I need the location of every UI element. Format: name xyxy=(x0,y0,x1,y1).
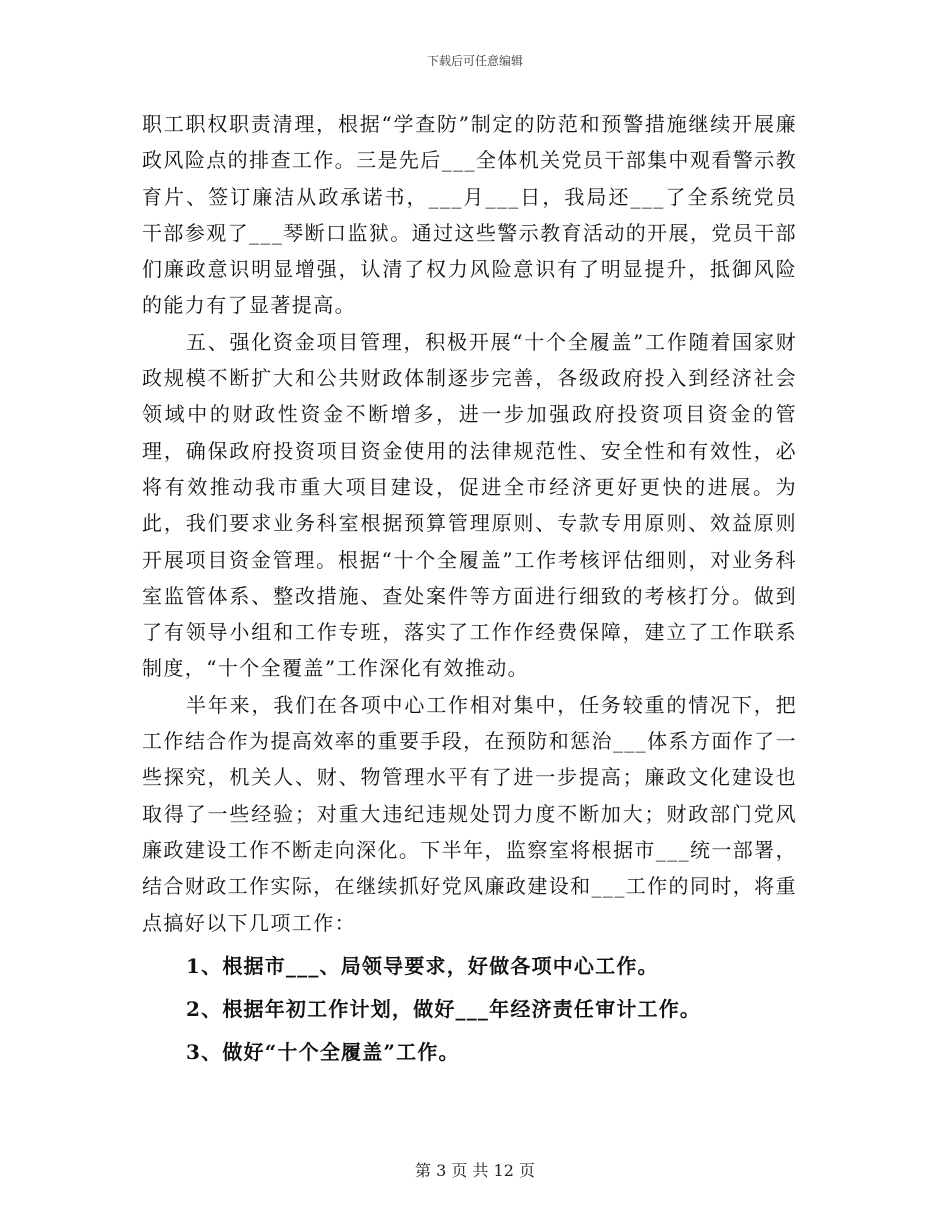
list-item-2: 2、根据年初工作计划，做好___年经济责任审计工作。 xyxy=(186,996,702,1021)
paragraph-fund-management: 五、强化资金项目管理，积极开展“十个全履盖”工作随着国家财政规模不断扩大和公共财政体制逐步完善，各级政府投入到经济社会领域中的财政性资金不断增多，进一步加强政府投资项目资金的管理，确保政府投资项目资金使用的法律规范性、安全性和有效性，必将有效推动我市重大项目建设，促进全市经济更好更快的进展。为此，我们要求业务科室根据预算管理原则、专款专用原则、效益原则开展项目资金管理。根据“十个全履盖”工作考核评估细则，对业务科室监管体系、整改措施、查处案件等方面进行细致的考核打分。做到了有领导小组和工作专班，落实了工作作经费保障，建立了工作联系制度，“十个全覆盖”工作深化有效推动。 xyxy=(142,329,797,681)
document-body xyxy=(142,106,797,1074)
page-header: 下载后可任意编辑 xyxy=(426,54,523,68)
paragraph-half-year-summary: 半年来，我们在各项中心工作相对集中，任务较重的情况下，把工作结合作为提高效率的重要手段，在预防和惩治___体系方面作了一些探究，机关人、财、物管理水平有了进一步提高；廉政文化建设也取得了一些经验；对重大违纪违规处罚力度不断加大；财政部门党风廉政建设工作不断走向深化。下半年，监察室将根据市___统一部署，结合财政工作实际，在继续抓好党风廉政建设和___工作的同时，将重点搞好以下几项工作： xyxy=(142,692,797,935)
page-footer: 第 3 页 共 12 页 xyxy=(415,1161,535,1180)
list-item-1: 1、根据市___、局领导要求，好做各项中心工作。 xyxy=(186,953,659,978)
paragraph-continuation: 职工职权职责清理，根据“学查防”制定的防范和预警措施继续开展廉政风险点的排查工作。三是先后___全体机关党员干部集中观看警示教育片、签订廉洁从政承诺书，___月___日，我局还___了全系统党员干部参观了___琴断口监狱。通过这些警示教育活动的开展，党员干部们廉政意识明显增强，认清了权力风险意识有了明显提升，抵御风险的能力有了显著提高。 xyxy=(142,112,797,318)
list-item-3: 3、做好“十个全履盖”工作。 xyxy=(186,1039,460,1064)
